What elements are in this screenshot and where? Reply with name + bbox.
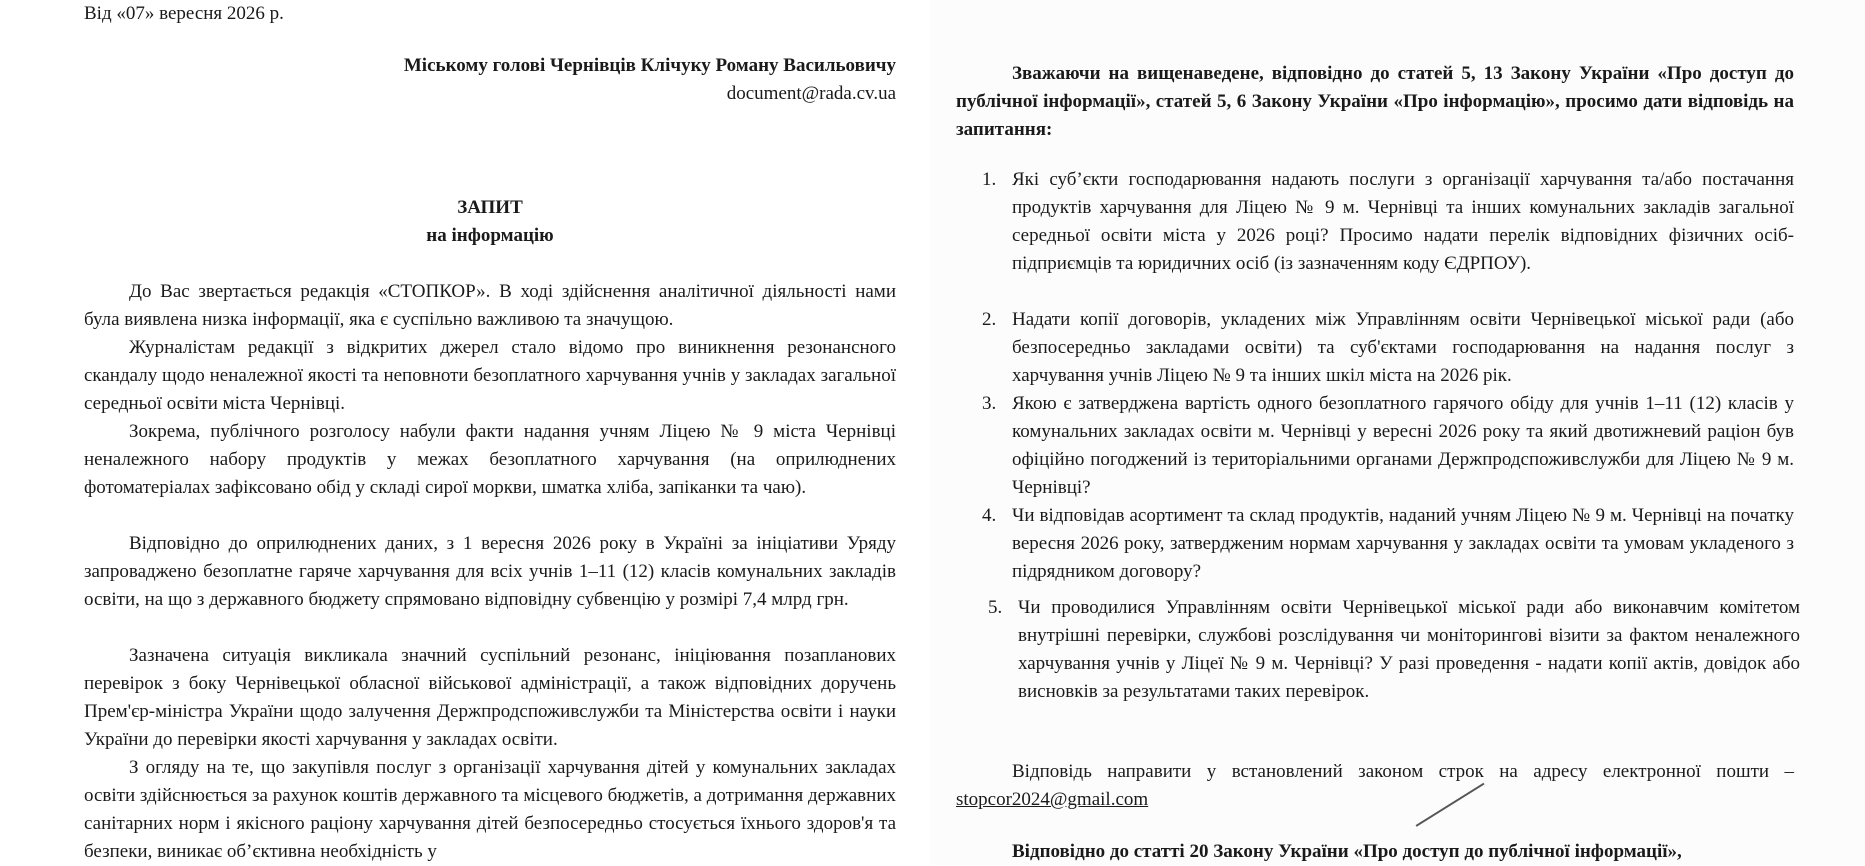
question-item xyxy=(982,306,1794,390)
question-number: 1. xyxy=(982,169,997,190)
question-number: 2. xyxy=(982,309,997,330)
recipient-name: Міському голові Чернівців Клічуку Роману Васильовичу xyxy=(403,55,896,76)
response-note-text: Відповідь направити у встановлений законом строк на адресу електронної пошти – xyxy=(1012,761,1794,782)
question-item xyxy=(988,594,1800,706)
question-text: Які суб’єкти господарювання надають послуги з організації харчування та/або постачання продуктів харчування для Ліцею № 9 м. Чернівці та інших комунальних закладів загальної середньої освіти міста у 2026 році? Просимо надати перелік відповідних фізичних осіб-підприємців та юридичних осіб (із зазначенням коду ЄДРПОУ). xyxy=(1012,169,1794,274)
paragraph-resonance: Зазначена ситуація викликала значний суспільний резонанс, ініціювання позапланових перевірок з боку Чернівецької обласної військової адміністрації, а також відповідних доручень Прем'єр-міністра України щодо залучення Держпродспоживслужби та Міністерства освіти і науки України до перевірки якості харчування у закладах освіти. xyxy=(84,645,896,750)
question-number: 5. xyxy=(988,597,1003,618)
response-note xyxy=(956,758,1794,814)
question-text: Чи відповідав асортимент та склад продуктів, наданий учням Ліцею № 9 м. Чернівці на початку вересня 2026 року, затвердженим нормам харчування у закладах освіти та умовам укладеного з підрядником договору? xyxy=(1012,505,1794,582)
paragraph-appeal: До Вас звертається редакція «СТОПКОР». В ході здійснення аналітичної діяльності нами була виявлена низка інформації, яка є суспільно важливою та значущою. xyxy=(84,281,896,330)
closing-article-reference: Відповідно до статті 20 Закону України «Про доступ до публічної інформації», xyxy=(1012,841,1682,862)
paragraph-free-meals: Відповідно до оприлюднених даних, з 1 вересня 2026 року в Україні за ініціативи Уряду запроваджено безоплатне гаряче харчування для всіх учнів 1–11 (12) класів комунальних закладів освіти, на що з державного бюджету спрямовано відповідну субвенцію у розмірі 7,4 млрд грн. xyxy=(84,533,896,610)
question-text: Чи проводилися Управлінням освіти Чернівецької міської ради або виконавчим комітетом внутрішні перевірки, службові розслідування чи моніторингові візити за фактом неналежного харчування учнів у Ліцеї № 9 м. Чернівці? У разі проведення - надати копії актів, довідок або висновків за результатами таких перевірок. xyxy=(1018,597,1800,702)
response-email-link[interactable]: stopcor2024@gmail.com xyxy=(956,789,1149,810)
question-item xyxy=(982,390,1794,502)
right-page xyxy=(930,0,1865,865)
left-page xyxy=(0,0,930,865)
request-title: ЗАПИТ xyxy=(457,197,523,218)
paragraph-necessity: З огляду на те, що закупівля послуг з організації харчування дітей у комунальних закладах освіти здійснюється за рахунок коштів державного та місцевого бюджетів, а дотримання державних санітарних норм і якісного раціону харчування дітей безпосередньо стосується їхнього здоров'я та безпеки, виникає об’єктивна необхідність у xyxy=(84,757,896,862)
question-item xyxy=(982,502,1794,586)
question-text: Надати копії договорів, укладених між Управлінням освіти Чернівецької міської ради (або безпосередньо закладами освіти) та суб'єктами господарювання на надання послуг з харчування учнів Ліцею № 9 та інших шкіл міста на 2026 рік. xyxy=(1012,309,1794,386)
question-text: Якою є затверджена вартість одного безоплатного гарячого обіду для учнів 1–11 (12) класів у комунальних закладах освіти м. Чернівці у вересні 2026 року та який двотижневий раціон був офіційно погоджений із територіальними органами Держпродспоживслужби для Ліцею № 9 м. Чернівці? xyxy=(1012,393,1794,498)
question-number: 4. xyxy=(982,505,997,526)
date-line: Від «07» вересня 2026 р. xyxy=(84,3,284,24)
paragraph-lyceum-facts: Зокрема, публічного розголосу набули факти надання учням Ліцею № 9 міста Чернівці неналежного набору продуктів у межах безоплатного харчування (на оприлюднених фотоматеріалах зафіксовано обід у складі сирої моркви, шматка хліба, запіканки та чаю). xyxy=(84,421,896,498)
request-intro: Зважаючи на вищенаведене, відповідно до статей 5, 13 Закону України «Про доступ до публічної інформації», статей 5, 6 Закону України «Про інформацію», просимо дати відповідь на запитання: xyxy=(956,63,1794,140)
question-item xyxy=(982,166,1794,278)
recipient-email[interactable]: document@rada.cv.ua xyxy=(726,83,896,104)
request-subtitle: на інформацію xyxy=(426,225,554,246)
paragraph-scandal: Журналістам редакції з відкритих джерел стало відомо про виникнення резонансного скандалу щодо неналежної якості та неповноти безоплатного харчування учнів у закладах загальної середньої освіти міста Чернівці. xyxy=(84,337,896,414)
question-number: 3. xyxy=(982,393,997,414)
